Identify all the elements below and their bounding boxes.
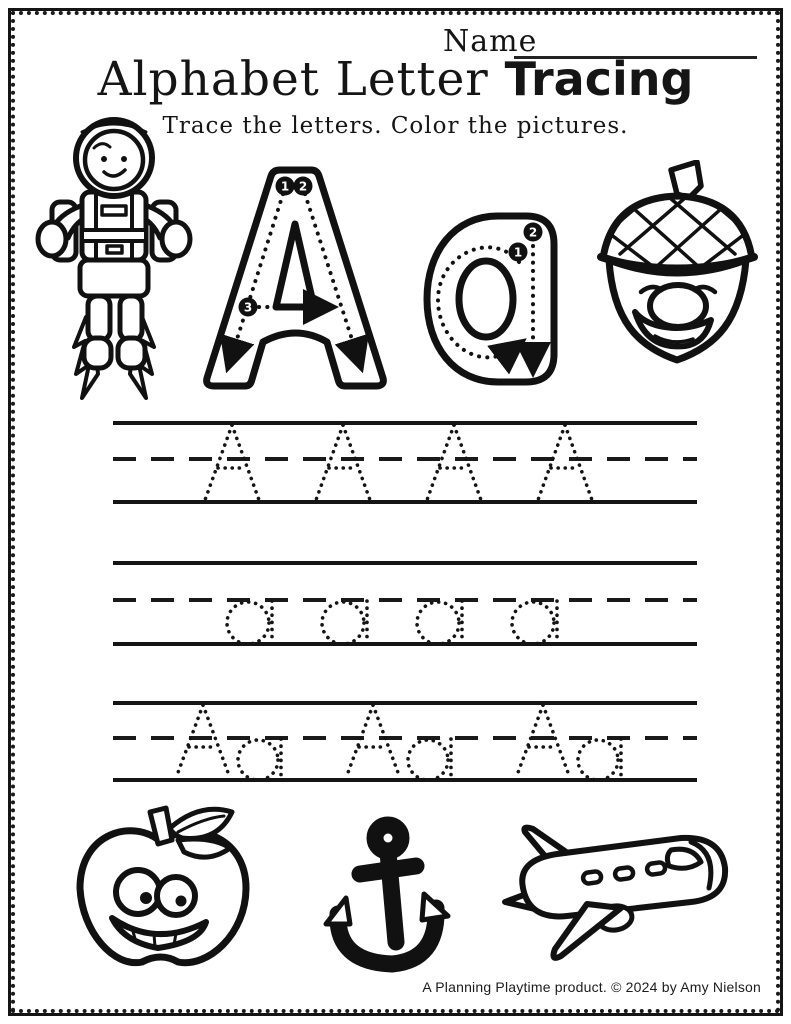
acorn-cap xyxy=(603,196,752,268)
dotted-letter-stroke xyxy=(373,705,400,778)
acorn-illustration xyxy=(585,160,770,375)
trace-row-1[interactable] xyxy=(113,421,697,504)
anchor-fluke-left xyxy=(326,898,350,924)
page-instructions: Trace the letters. Color the pictures. xyxy=(162,113,629,139)
dotted-letter-stroke xyxy=(512,602,554,644)
dotted-letter-stroke xyxy=(205,425,232,500)
astronaut-shorts xyxy=(80,260,148,296)
dotted-letter-stroke xyxy=(454,425,481,500)
dotted-letter-stroke xyxy=(316,425,343,500)
apple-leaf-bottom xyxy=(178,839,230,857)
dotted-letter-stroke xyxy=(227,602,269,644)
dotted-letter-stroke xyxy=(346,705,373,778)
airplane-cockpit-window xyxy=(667,849,701,868)
stroke-number-2: 2 xyxy=(528,225,538,240)
astronaut-eye-left xyxy=(101,156,107,162)
dotted-letter-stroke xyxy=(238,740,278,780)
dotted-letter-stroke xyxy=(343,425,370,500)
airplane-window-1 xyxy=(582,871,601,884)
stroke-number-3: 3 xyxy=(243,300,253,315)
stroke-number-2: 2 xyxy=(298,179,308,194)
airplane-window-2 xyxy=(614,867,633,880)
dotted-letter-stroke xyxy=(417,602,459,644)
acorn-nose xyxy=(650,285,706,327)
apple-eye-right xyxy=(157,877,195,915)
trace-model-uppercase-A xyxy=(193,164,398,394)
astronaut-chest-panel xyxy=(102,206,126,215)
dotted-letters-row-3 xyxy=(113,701,697,782)
footer-credit: A Planning Playtime product. © 2024 by Amy Nielson xyxy=(422,979,761,995)
astronaut-face xyxy=(85,131,143,189)
apple-eye-left xyxy=(116,870,160,914)
anchor-shape xyxy=(326,825,448,964)
name-label: Name xyxy=(443,24,538,59)
dotted-letter-stroke xyxy=(538,425,565,500)
page-title xyxy=(0,52,791,107)
dotted-letter-stroke xyxy=(408,740,448,780)
astronaut-illustration xyxy=(24,112,204,404)
astronaut-boot-right xyxy=(118,338,145,368)
airplane-window-3 xyxy=(646,862,665,875)
astronaut-leg-left xyxy=(88,296,110,340)
apple-leaf-top xyxy=(170,809,232,838)
dotted-letter-stroke xyxy=(565,425,592,500)
astronaut-belt xyxy=(82,230,146,241)
apple-illustration xyxy=(66,800,261,992)
dotted-letter-stroke xyxy=(578,740,618,780)
astronaut-boot-left xyxy=(84,338,111,368)
trace-model-lowercase-a xyxy=(422,210,562,390)
dotted-letter-stroke xyxy=(543,705,570,778)
stroke-number-1: 1 xyxy=(513,245,523,260)
trace-row-3[interactable] xyxy=(113,701,697,782)
stroke-number-1: 1 xyxy=(280,179,290,194)
apple-pupil-left xyxy=(140,892,152,904)
dotted-letter-stroke xyxy=(322,602,364,644)
dotted-letter-stroke xyxy=(203,705,230,778)
astronaut-mitt-left xyxy=(38,222,66,256)
airplane-illustration xyxy=(495,816,740,966)
page-title-bold: Tracing xyxy=(504,52,694,106)
dotted-letters-row-1 xyxy=(113,421,697,504)
anchor-illustration xyxy=(316,812,456,990)
dotted-letter-stroke xyxy=(427,425,454,500)
dotted-letter-stroke xyxy=(516,705,543,778)
astronaut-mitt-right xyxy=(162,222,190,256)
dotted-letters-row-2 xyxy=(113,561,697,646)
astronaut-leg-right xyxy=(120,296,142,340)
astronaut-chest-box xyxy=(107,246,122,253)
dotted-letter-stroke xyxy=(232,425,259,500)
apple-pupil-right xyxy=(176,896,187,907)
astronaut-eye-right xyxy=(121,156,127,162)
dotted-letter-stroke xyxy=(176,705,203,778)
page-title-regular: Alphabet Letter xyxy=(97,52,505,107)
trace-row-2[interactable] xyxy=(113,561,697,646)
